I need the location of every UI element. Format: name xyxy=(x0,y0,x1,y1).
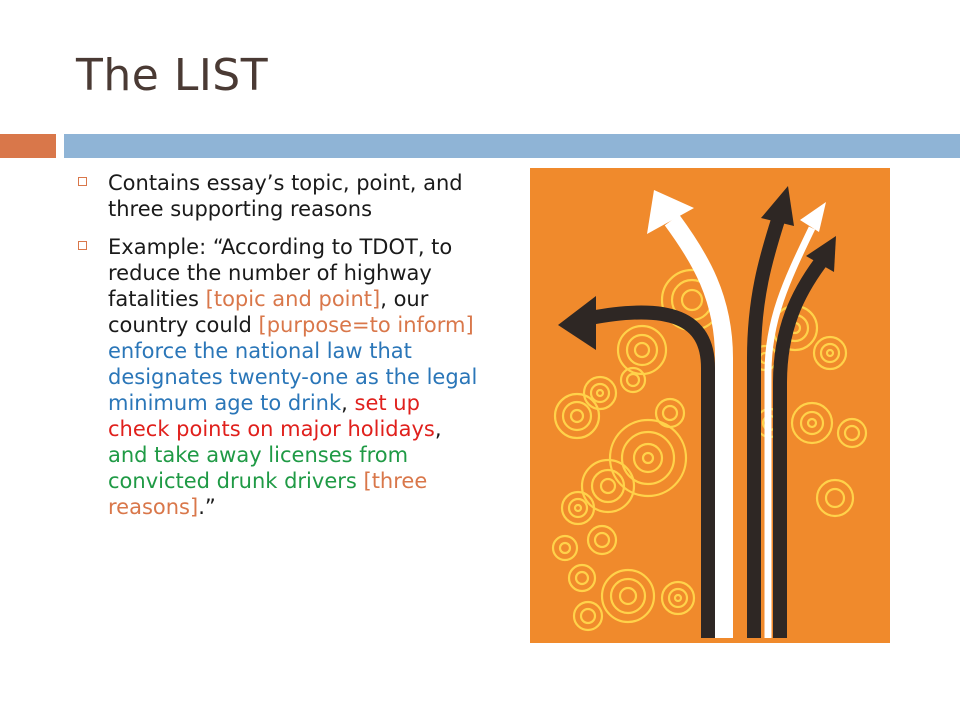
title-underline-bar xyxy=(64,134,960,158)
topic-tag: [topic and point] xyxy=(205,287,381,311)
reason-two: set up check points on major holidays xyxy=(108,391,435,441)
separator: , xyxy=(341,391,355,415)
square-bullet-icon xyxy=(78,177,87,186)
separator: , xyxy=(434,417,442,441)
space xyxy=(357,469,364,493)
reason-three: and take away licenses from convicted drunk drivers xyxy=(108,443,409,493)
bullet-item-contains xyxy=(76,170,484,222)
reason-one: enforce the national law that designates twenty-one as the legal minimum age to drink xyxy=(108,339,478,415)
example-end: .” xyxy=(198,495,216,519)
square-bullet-icon xyxy=(78,241,87,250)
purpose-tag: [purpose=to inform] xyxy=(258,313,474,337)
diverging-arrows-illustration xyxy=(530,168,890,643)
example-mid: , our country could xyxy=(108,287,429,337)
example-lead: Example: “According to TDOT, to reduce the number of highway fatalities xyxy=(108,235,453,311)
bullet-item-example xyxy=(76,234,484,520)
reasons-tag: [three reasons] xyxy=(108,469,428,519)
title-underline-accent xyxy=(0,134,56,158)
bullet-text: Contains essay’s topic, point, and three supporting reasons xyxy=(108,171,463,221)
bullet-list xyxy=(76,170,484,532)
slide-title: The LIST xyxy=(76,50,269,101)
